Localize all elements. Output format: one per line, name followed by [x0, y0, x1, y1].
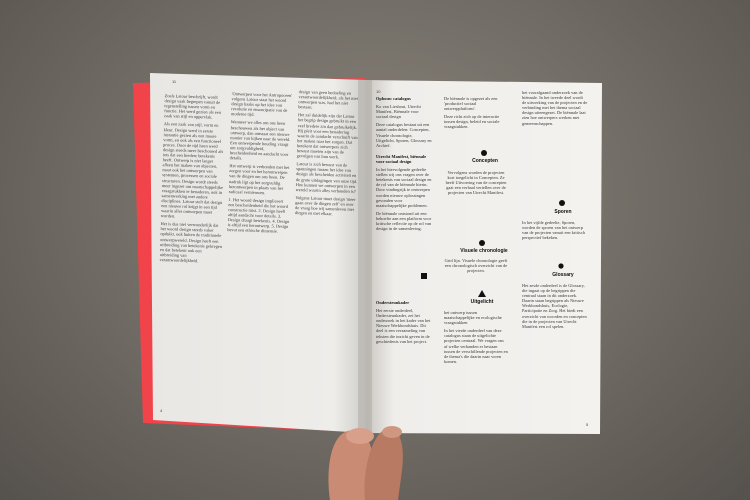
left-column-1: Zoals Latour beschrijft, wordt design vaak begrepen vanuit de tegenstelling tussen vorm en functie. Het werd gezien als een zaak van stijl en oppervlak. Als een zaak van stijl, vorm en kleur. Design werd in eerste instantie gezien als een mooie vorm, en ook als een functioneel proces. Door de tijd heen werd design steeds meer beschouwd als iets dat een bredere betekenis heeft. Ontwerp is niet langer alleen het maken van objecten, maar ook het ontwerpen van systemen, processen en sociale structuren. Design wordt steeds meer ingezet om maatschappelijke vraagstukken te benaderen, ook in samenwerking met andere disciplines. Latour stelt dat design een nieuwe rol krijgt in een tijd waarin alles ontworpen moet worden. Het is dus niet verwonderlijk dat het woord design steeds vaker opduikt, ook buiten de traditionele ontwerpwereld. Design heeft een uitbreiding van betekenis gekregen en dat betekent ook een uitbreiding van verantwoordelijkheid. — [155, 93, 227, 400]
visuele-dot-icon — [479, 240, 485, 246]
uitgelicht-lead: het ontwerp tussen maatschappelijke en ecologische vraagstukken — [444, 310, 502, 326]
right-column-c: De biënnale is opgezet als een 'productief sociaal ontwerpplatform'. Deze richt zich op de interactie tussen design, beleid en sociale vraagstukken. — [444, 96, 508, 146]
concepten-heading: Concepten — [472, 158, 498, 164]
right-running-number: 10 — [376, 89, 381, 94]
glossary-dot-icon — [558, 263, 563, 268]
sporen-text: In het vijfde gedeelte, Sporen, worden de sporen van het ontwerp van de projecten vanuit een kritisch perspectief bekeken. — [522, 220, 586, 241]
gutter-shadow — [358, 80, 372, 433]
concepten-text: Vervolgens worden de projecten kort toegelicht in Concepten. Ze heeft Uitvoering van de concepten gaat een verhaal vertellen over de projecten van Utrecht Manifest. — [445, 170, 507, 196]
left-running-number: 11 — [172, 79, 177, 84]
left-col2-lead: 'Ontwerpen voor het Antropoceen' volgens Latour staat het woord design haaks op het idee van revolutie en emancipatie van de moderne tijd. — [231, 91, 293, 118]
biennale-text: De biënnale is opgezet als een 'productief sociaal ontwerpplatform'. — [444, 96, 498, 112]
concepten-dot-icon — [481, 150, 487, 156]
glossary-text: Het zesde onderdeel is de Glossary, die ingaat op de begrippen die centraal staan in dit onderzoek. Daarin staan begrippen als Nieuwe Werkbondshuis, Ecologie, Participatie en Zorg. Het biedt een overzicht van woorden en concepten die in de projecten van Utrecht Manifest een rol spelen. — [522, 283, 587, 329]
opbouw-text: Ko van Lieshout, Utrecht Manifest, Biënnale voor sociaal design — [376, 104, 421, 120]
hand-image — [329, 426, 403, 500]
left-col1-lead: Zoals Latour beschrijft, wordt design vaak begrepen vanuit de tegenstelling tussen vorm en functie. Het werd gezien als een zaak van stijl en oppervlak. — [164, 93, 222, 120]
left-column-3: design van geen bedoeling en verantwoordelijkheid; als het niet ontworpen was, had het niet bestaan. Het zal duidelijk zijn dat Latour het begrip design gebruikt in een veel bredere zin dan gebruikelijk. Hij pleit voor een benadering waarin de aandacht verschuift van het maken naar het zorgen. Dat betekent dat ontwerpers zich bewust moeten zijn van de gevolgen van hun werk. Latour is zich bewust van de spanningen tussen het idee van design als bescheiden activiteit en de grote uitdagingen van onze tijd. Hoe kunnen we ontwerpen in een wereld waarin alles verbonden is? Volgens Latour moet design 'meer gaan over de dingen zelf' en over de vraag hoe wij samenleven met dingen en met elkaar. — [289, 89, 361, 396]
sporen-heading: Sporen — [554, 209, 572, 215]
uitgelicht-heading: Uitgelicht — [470, 299, 494, 305]
right-column-d: het voorafgaand onderzoek van de biënnale. In het tweede deel wordt de uitwerking van de projecten en de verbinding met het thema sociaal design uiteengezet. De biënnale laat zien hoe ontwerpers werken met gemeenschappen. — [522, 90, 588, 126]
right-folio: 5 — [586, 422, 589, 427]
uitgelicht-text: het ontwerp tussen maatschappelijke en ecologische vraagstukken In het vierde onderdeel van deze catalogus staan de uitgelichte projecten centraal. We vragen ons af welke verbanden er bestaan tussen de verschillende projecten en de thema's die daarin naar voren komen. — [444, 310, 508, 364]
right-column-a: Opbouw catalogus Ko van Lieshout, Utrecht Manifest, Biënnale voor sociaal design Deze catalogus bestaat uit een aantal onderdelen: Concepten, Visuele chronologie, Uitgelicht, Sporen, Glossary en Archief. Utrecht Manifest, biënnale voor sociaal design In het hiervolgende gedeelte stellen wij ons vragen over de betekenis van sociaal design en de rol van de biënnale hierin. Door vindingrijk te ontwerpen worden nieuwe oplossingen gevonden voor maatschappelijke problemen. De biënnale ontstond uit een behoefte aan een platform voor kritische reflectie op de rol van design in de samenleving. — [376, 96, 432, 232]
visuele-text: Grid lijn. Visuele chronologie geeft een chronologisch overzicht van de projecten. — [444, 258, 508, 274]
left-folio: 4 — [160, 408, 163, 413]
left-column-2: 'Ontwerpen voor het Antropoceen' volgens Latour staat het woord design haaks op het idee van revolutie en emancipatie van de moderne tijd. Wanneer we alles om ons heen beschouwen als het object van ontwerp, dan ontstaat een nieuwe manier van kijken naar de wereld. Een ontwerpende houding vraagt om zorgvuldigheid, bescheidenheid en aandacht voor details. Het ontwerp is verbonden met het zorgen voor en het herontwerpen van de dingen om ons heen. De nadruk ligt op het zorgvuldig herontwerpen in plaats van het radicaal vernieuwen. 1. Het woord design impliceert een bescheidenheid die het woord constructie mist. 2. Design heeft altijd aandacht voor details. 3. Design draagt betekenis. 4. Design is altijd een herontwerp. 5. Design bevat een ethische dimensie. — [227, 91, 293, 234]
opbouw-heading: Opbouw catalogus — [376, 96, 411, 101]
ondersteunkader-heading: Ondersteunkader — [376, 300, 410, 305]
right-column-b: Ondersteunkader Het eerste onderdeel, Ondersteunkader, zet het onderzoek in het kader van het Nieuwe Werkbondshuis. Dit deel is een verzameling van teksten die inzicht geven in de geschiedenis van het project. — [376, 300, 431, 344]
sporen-dot-icon — [559, 200, 565, 206]
visuele-heading: Visuele chronologie — [460, 248, 508, 254]
left-col3-lead: design van geen bedoeling en verantwoordelijkheid; als het niet ontworpen was, had het niet bestaan. — [298, 89, 358, 110]
utrecht-manifest-heading: Utrecht Manifest, biënnale voor sociaal design — [376, 153, 427, 164]
glossary-heading: Glossary — [552, 272, 574, 278]
